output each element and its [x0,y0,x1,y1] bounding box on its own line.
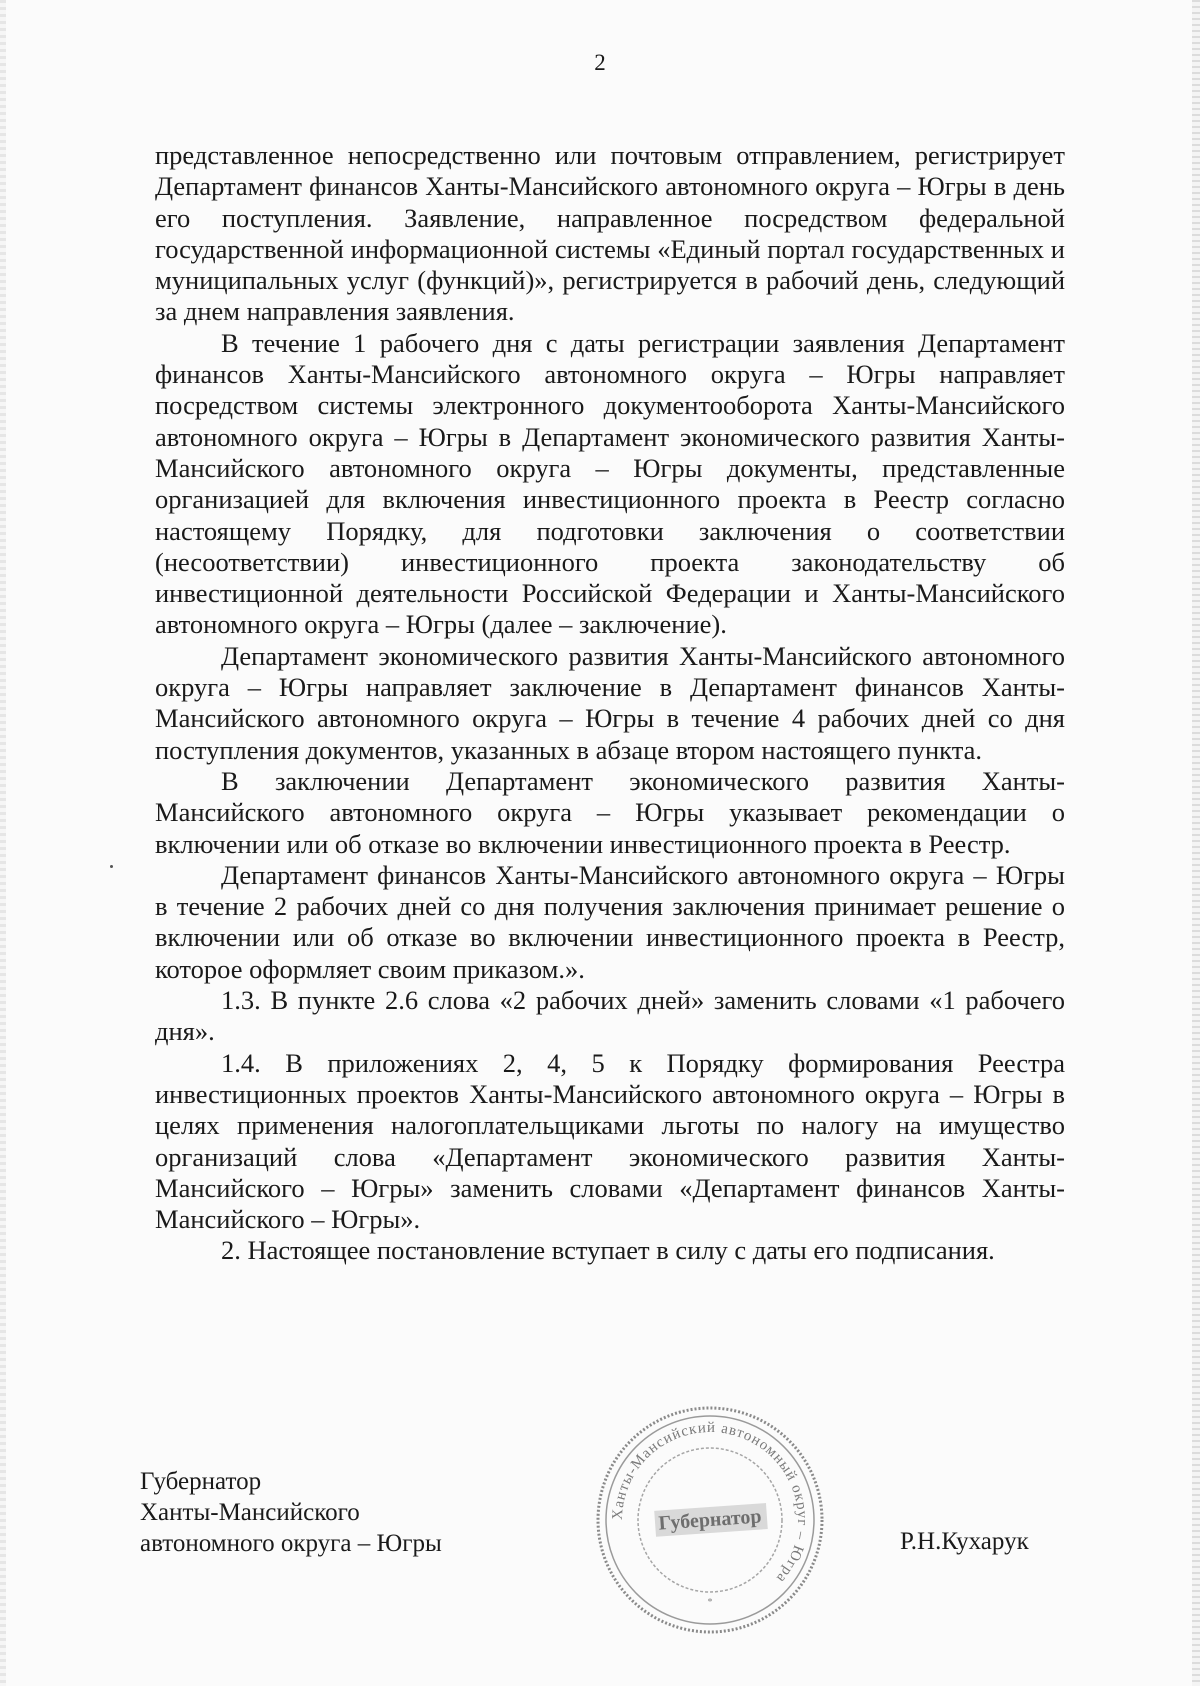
page-number: 2 [594,50,606,75]
paragraph-registration: представленное непосредственно или почтовым отправлением, регистрирует Департамент финансов Ханты-Мансийского автономного округа – Югры в день его поступления. Заявление, направленное посредством федеральной государственной информационной системы «Единый портал государственных и муниципальных услуг (функций)», регистрируется в рабочий день, следующий за днем направления заявления. [155,140,1065,327]
signature-position [140,1466,442,1559]
svg-text:Ханты-Мансийский автономный ок: Ханты-Мансийский автономный округ – Югра [609,1419,811,1587]
signature-position-line: Губернатор [140,1468,262,1495]
signature-position-line: Ханты-Мансийского [140,1499,360,1526]
paragraph-forwarding: В течение 1 рабочего дня с даты регистрации заявления Департамент финансов Ханты-Мансийского автономного округа – Югры направляет посредством системы электронного документооборота Ханты-Мансийского автономного округа – Югры в Департамент экономического развития Ханты-Мансийского автономного округа – Югры документы, представленные организацией для включения инвестиционного проекта в Реестр согласно настоящему Порядку, для подготовки заключения о соответствии (несоответствии) инвестиционного проекта законодательству об инвестиционной деятельности Российской Федерации и Ханты-Мансийского автономного округа – Югры (далее – заключение). [155,327,1065,640]
paragraph-item-1-4: 1.4. В приложениях 2, 4, 5 к Порядку формирования Реестра инвестиционных проектов Ханты-Мансийского автономного округа – Югры в целях применения налогоплательщиками льготы по налогу на имущество организаций слова «Департамент экономического развития Ханты-Мансийского – Югры» заменить словами «Департамент финансов Ханты-Мансийского – Югры». [155,1047,1065,1235]
document-body [155,140,1065,1267]
svg-text:*: * [707,1597,713,1608]
paragraph-conclusion-deadline: Департамент экономического развития Ханты-Мансийского автономного округа – Югры направляет заключение в Департамент финансов Ханты-Мансийского автономного округа – Югры в течение 4 рабочих дней со дня поступления документов, указанных в абзаце втором настоящего пункта. [155,640,1065,765]
paragraph-conclusion-content: В заключении Департамент экономического развития Ханты-Мансийского автономного округа – Югры указывает рекомендации о включении или об отказе во включении инвестиционного проекта в Реестр. [155,765,1065,859]
signature-position-line: автономного округа – Югры [140,1530,442,1557]
scan-speck [110,865,113,868]
paragraph-decision: Департамент финансов Ханты-Мансийского автономного округа – Югры в течение 2 рабочих дней со дня получения заключения принимает решение о включении или об отказе во включении инвестиционного проекта в Реестр, которое оформляет своим приказом.». [155,859,1065,984]
official-seal [585,1395,835,1645]
signer-name: Р.Н.Кухарук [900,1528,1029,1555]
seal-icon [585,1395,835,1645]
paragraph-item-1-3: 1.3. В пункте 2.6 слова «2 рабочих дней» заменить словами «1 рабочего дня». [155,985,1065,1047]
scan-edge-left [0,0,6,1686]
scan-edge-right [1192,0,1200,1686]
svg-text:Губернатор: Губернатор [657,1505,763,1535]
paragraph-item-2: 2. Настоящее постановление вступает в силу с даты его подписания. [221,1235,995,1266]
